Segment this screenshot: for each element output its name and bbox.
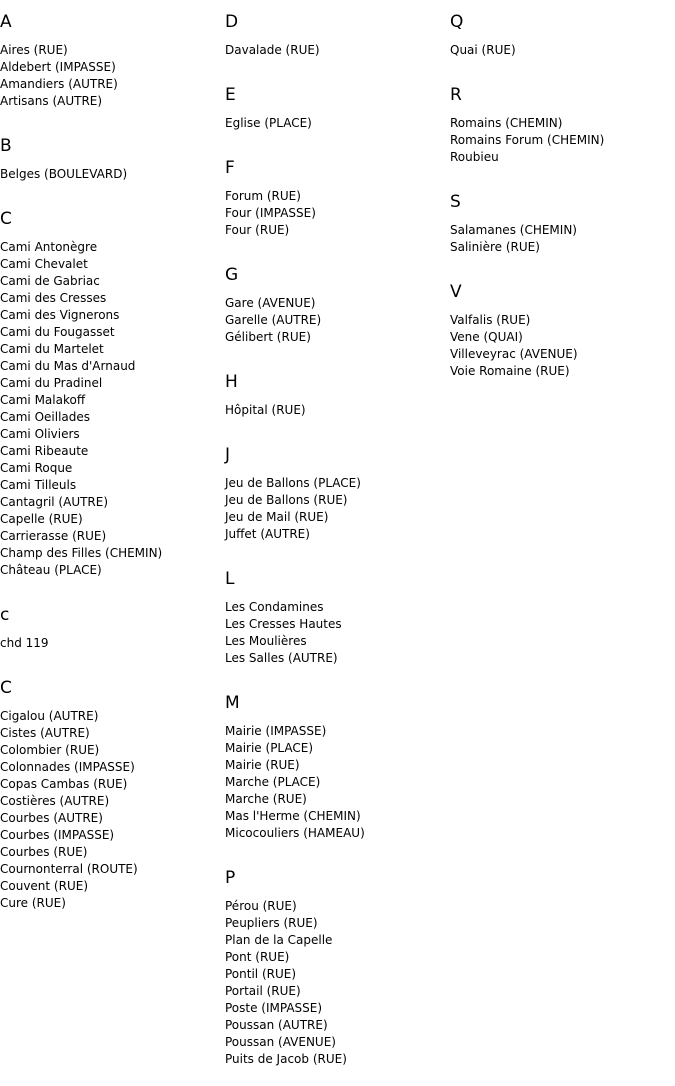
street-entry: Colonnades (IMPASSE) bbox=[0, 760, 135, 774]
street-entry: Cure (RUE) bbox=[0, 896, 66, 910]
letter-group bbox=[0, 0, 225, 124]
letter-group bbox=[0, 197, 225, 593]
letter-group bbox=[0, 593, 225, 666]
street-entry: Les Salles (AUTRE) bbox=[225, 651, 338, 665]
letter-heading: Q bbox=[450, 12, 464, 32]
street-list bbox=[450, 115, 675, 180]
street-entry: Valfalis (RUE) bbox=[450, 313, 531, 327]
street-list bbox=[225, 898, 450, 1082]
street-entry: Courbes (IMPASSE) bbox=[0, 828, 115, 842]
street-entry: Romains (CHEMIN) bbox=[450, 116, 563, 130]
letter-group bbox=[225, 360, 450, 433]
street-entry: Les Condamines bbox=[225, 600, 324, 614]
street-entry: Poussan (AUTRE) bbox=[225, 1018, 328, 1032]
street-list bbox=[225, 115, 450, 146]
street-entry: Mairie (RUE) bbox=[225, 758, 300, 772]
street-entry: Mairie (IMPASSE) bbox=[225, 724, 327, 738]
street-entry: chd 119 bbox=[0, 636, 49, 650]
street-entry: Pontil (RUE) bbox=[225, 967, 297, 981]
street-entry: Cantagril (AUTRE) bbox=[0, 495, 109, 509]
street-entry: Artisans (AUTRE) bbox=[0, 94, 103, 108]
street-entry: Château (PLACE) bbox=[0, 563, 102, 577]
street-entry: Portail (RUE) bbox=[225, 984, 301, 998]
street-entry: Peupliers (RUE) bbox=[225, 916, 318, 930]
street-entry: Cami du Fougasset bbox=[0, 325, 115, 339]
street-list bbox=[225, 42, 450, 73]
street-entry: Copas Cambas (RUE) bbox=[0, 777, 128, 791]
street-list bbox=[0, 708, 225, 926]
street-list bbox=[0, 166, 225, 197]
street-entry: Four (IMPASSE) bbox=[225, 206, 316, 220]
street-index-column-1 bbox=[0, 0, 225, 926]
street-entry: Eglise (PLACE) bbox=[225, 116, 312, 130]
street-entry: Couvent (RUE) bbox=[0, 879, 89, 893]
letter-heading: M bbox=[225, 693, 240, 713]
letter-heading: c bbox=[0, 605, 10, 625]
street-entry: Cami Chevalet bbox=[0, 257, 88, 271]
letter-heading: H bbox=[225, 372, 238, 392]
street-entry: Gélibert (RUE) bbox=[225, 330, 311, 344]
letter-group bbox=[225, 73, 450, 146]
letter-group bbox=[225, 146, 450, 253]
street-list bbox=[225, 295, 450, 360]
street-entry: Garelle (AUTRE) bbox=[225, 313, 322, 327]
street-entry: Cami Tilleuls bbox=[0, 478, 77, 492]
street-entry: Salamanes (CHEMIN) bbox=[450, 223, 577, 237]
letter-heading: J bbox=[225, 445, 231, 465]
street-entry: Juffet (AUTRE) bbox=[225, 527, 310, 541]
street-entry: Forum (RUE) bbox=[225, 189, 301, 203]
letter-group bbox=[0, 124, 225, 197]
street-entry: Cami Oeillades bbox=[0, 410, 91, 424]
street-list bbox=[225, 723, 450, 856]
letter-heading: C bbox=[0, 678, 12, 698]
street-index-column-3 bbox=[450, 0, 675, 394]
street-list bbox=[450, 312, 675, 394]
letter-group bbox=[225, 681, 450, 856]
street-entry: Gare (AVENUE) bbox=[225, 296, 316, 310]
street-entry: Marche (PLACE) bbox=[225, 775, 321, 789]
letter-heading: R bbox=[450, 85, 462, 105]
street-entry: Cami Ribeaute bbox=[0, 444, 89, 458]
street-entry: Cigalou (AUTRE) bbox=[0, 709, 99, 723]
street-entry: Cami Oliviers bbox=[0, 427, 80, 441]
street-entry: Amandiers (AUTRE) bbox=[0, 77, 118, 91]
letter-heading: A bbox=[0, 12, 12, 32]
letter-heading: G bbox=[225, 265, 239, 285]
street-entry: Mas l'Herme (CHEMIN) bbox=[225, 809, 361, 823]
letter-heading: E bbox=[225, 85, 236, 105]
letter-heading: V bbox=[450, 282, 462, 302]
street-entry: Colombier (RUE) bbox=[0, 743, 100, 757]
street-entry: Cami des Vignerons bbox=[0, 308, 120, 322]
street-entry: Vene (QUAI) bbox=[450, 330, 523, 344]
street-entry: Marche (RUE) bbox=[225, 792, 307, 806]
street-entry: Romains Forum (CHEMIN) bbox=[450, 133, 605, 147]
street-entry: Costières (AUTRE) bbox=[0, 794, 110, 808]
street-entry: Hôpital (RUE) bbox=[225, 403, 306, 417]
street-entry: Roubieu bbox=[450, 150, 499, 164]
street-entry: Aldebert (IMPASSE) bbox=[0, 60, 116, 74]
letter-group bbox=[225, 856, 450, 1082]
street-entry: Cistes (AUTRE) bbox=[0, 726, 90, 740]
street-entry: Pérou (RUE) bbox=[225, 899, 297, 913]
letter-heading: P bbox=[225, 868, 236, 888]
street-entry: Les Cresses Hautes bbox=[225, 617, 342, 631]
letter-group bbox=[225, 253, 450, 360]
letter-group bbox=[225, 557, 450, 681]
street-list bbox=[225, 599, 450, 681]
street-entry: Jeu de Ballons (RUE) bbox=[225, 493, 348, 507]
letter-heading: F bbox=[225, 158, 235, 178]
street-entry: Champ des Filles (CHEMIN) bbox=[0, 546, 163, 560]
street-entry: Carrierasse (RUE) bbox=[0, 529, 107, 543]
street-entry: Micocouliers (HAMEAU) bbox=[225, 826, 365, 840]
street-entry: Aires (RUE) bbox=[0, 43, 68, 57]
letter-group bbox=[450, 0, 675, 73]
street-entry: Pont (RUE) bbox=[225, 950, 290, 964]
street-entry: Jeu de Ballons (PLACE) bbox=[225, 476, 361, 490]
street-entry: Salinière (RUE) bbox=[450, 240, 540, 254]
street-entry: Courbes (AUTRE) bbox=[0, 811, 103, 825]
street-list bbox=[225, 475, 450, 557]
street-entry: Cami Roque bbox=[0, 461, 73, 475]
street-list bbox=[0, 239, 225, 593]
street-entry: Les Moulières bbox=[225, 634, 307, 648]
street-entry: Cami du Mas d'Arnaud bbox=[0, 359, 136, 373]
street-entry: Cami de Gabriac bbox=[0, 274, 100, 288]
street-list bbox=[0, 635, 225, 666]
street-index-column-2 bbox=[225, 0, 450, 1082]
street-entry: Poussan (AVENUE) bbox=[225, 1035, 336, 1049]
street-entry: Cami Malakoff bbox=[0, 393, 86, 407]
street-list bbox=[225, 402, 450, 433]
street-list bbox=[450, 42, 675, 73]
street-entry: Poste (IMPASSE) bbox=[225, 1001, 323, 1015]
street-entry: Davalade (RUE) bbox=[225, 43, 320, 57]
letter-group bbox=[225, 433, 450, 557]
street-entry: Quai (RUE) bbox=[450, 43, 516, 57]
street-entry: Courbes (RUE) bbox=[0, 845, 88, 859]
street-entry: Cami du Pradinel bbox=[0, 376, 103, 390]
street-entry: Cami des Cresses bbox=[0, 291, 107, 305]
street-entry: Belges (BOULEVARD) bbox=[0, 167, 128, 181]
street-entry: Mairie (PLACE) bbox=[225, 741, 314, 755]
letter-heading: L bbox=[225, 569, 235, 589]
letter-heading: C bbox=[0, 209, 12, 229]
street-entry: Cournonterral (ROUTE) bbox=[0, 862, 138, 876]
street-entry: Cami du Martelet bbox=[0, 342, 104, 356]
street-entry: Capelle (RUE) bbox=[0, 512, 83, 526]
letter-heading: B bbox=[0, 136, 12, 156]
street-list bbox=[225, 188, 450, 253]
street-entry: Plan de la Capelle bbox=[225, 933, 333, 947]
letter-group bbox=[450, 73, 675, 180]
street-entry: Jeu de Mail (RUE) bbox=[225, 510, 329, 524]
letter-heading: D bbox=[225, 12, 239, 32]
street-entry: Villeveyrac (AVENUE) bbox=[450, 347, 578, 361]
street-list bbox=[0, 42, 225, 124]
street-entry: Puits de Jacob (RUE) bbox=[225, 1052, 347, 1066]
letter-heading: S bbox=[450, 192, 461, 212]
letter-group bbox=[0, 666, 225, 926]
letter-group bbox=[225, 0, 450, 73]
street-entry: Cami Antonègre bbox=[0, 240, 98, 254]
street-entry: Four (RUE) bbox=[225, 223, 290, 237]
letter-group bbox=[450, 180, 675, 270]
letter-group bbox=[450, 270, 675, 394]
street-list bbox=[450, 222, 675, 270]
street-entry: Voie Romaine (RUE) bbox=[450, 364, 570, 378]
